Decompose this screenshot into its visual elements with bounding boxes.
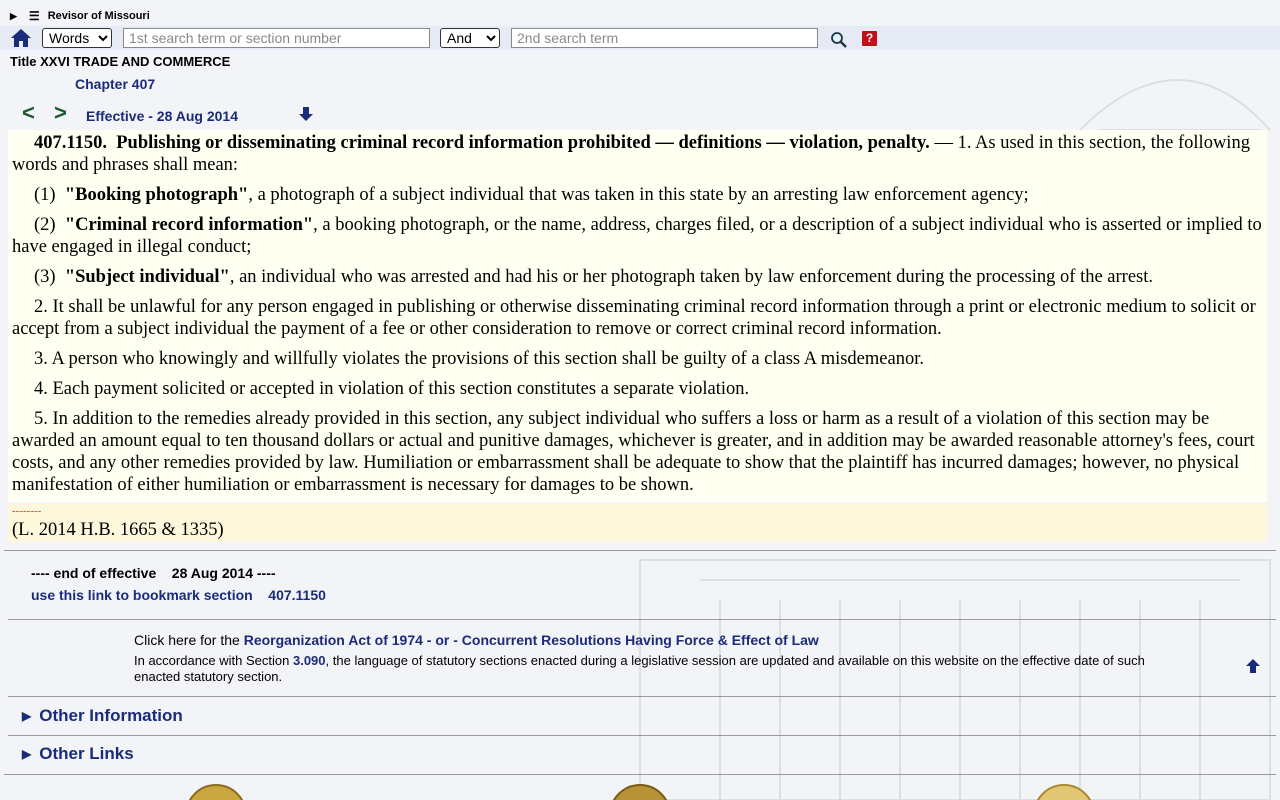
triangle-right-icon: ▶ [22,709,32,723]
section-intro: — 1. As used in this section, the following words and phrases shall mean: [12,133,1250,175]
divider [8,735,1276,736]
previous-section-button[interactable]: < [22,100,35,125]
effective-date: Effective - 28 Aug 2014 [86,108,238,124]
statute-paragraph: 3. A person who knowingly and willfully violates the provisions of this section shall be guilty of a class A misdemeanor. [34,349,924,369]
section-heading: Publishing or disseminating criminal record information prohibited — definitions — violation, penalty. [116,133,930,153]
history-divider: -------- [12,505,42,517]
reorganization-notice: Click here for the Reorganization Act of 1974 - or - Concurrent Resolutions Having Force & Effect of Law [134,632,819,648]
section-number: 407.1150. [34,133,107,153]
title-breadcrumb: Title XXVI TRADE AND COMMERCE [10,54,231,69]
definition-paragraph: (3) "Subject individual", an individual who was arrested and had his or her photograph taken by law enforcement during the processing of the arrest. [34,267,1154,287]
second-search-term-input[interactable] [511,28,818,48]
seal-right-icon [1034,785,1094,800]
divider [4,550,1276,551]
statute-paragraph: 4. Each payment solicited or accepted in violation of this section constitutes a separate violation. [34,379,750,399]
history-box [8,504,1267,542]
definition-paragraph: (1) "Booking photograph", a photograph of a subject individual that was taken in this state by an arresting law enforcement agency; [34,185,1029,205]
triangle-right-icon: ▶ [22,747,32,761]
site-title: Revisor of Missouri [47,10,150,22]
definition-paragraph: (2) "Criminal record information", a booking photograph, or the name, address, charges filed, or a description of a subject individual who is asserted or implied to have engaged in illegal conduct; [12,215,1262,257]
statute-paragraph: 2. It shall be unlawful for any person engaged in publishing or otherwise disseminating criminal record information through a print or electronic medium to solicit or accept from a subject individual the payment of a fee or other consideration to remove or correct criminal record information. [12,297,1256,339]
seal-center-icon [610,785,670,800]
search-bar [0,26,1280,50]
help-icon[interactable]: ? [862,31,877,46]
section-navigation [20,100,320,128]
reorganization-act-link[interactable]: Reorganization Act of 1974 - or - Concurrent Resolutions Having Force & Effect of Law [243,632,819,648]
hamburger-menu-icon[interactable]: ☰ [28,9,40,23]
other-links-toggle[interactable]: ▶ Other Links [22,744,134,763]
accordance-notice: In accordance with Section 3.090, the language of statutory sections enacted during a legislative session are updated and available on this website on the effective date of such enacted statutory section. [134,653,1145,684]
search-operator-select[interactable] [440,28,500,48]
legislative-history: (L. 2014 H.B. 1665 & 1335) [12,520,224,540]
arrow-down-icon[interactable] [298,106,314,122]
first-search-term-input[interactable] [123,28,430,48]
search-mode-select[interactable] [42,28,112,48]
search-icon[interactable] [830,31,848,49]
divider [8,619,1276,620]
divider [4,774,1276,775]
end-of-effective: ---- end of effective 28 Aug 2014 ---- [31,565,276,581]
section-heading-paragraph [8,132,1267,176]
seal-left-icon [186,785,246,800]
home-icon[interactable] [10,28,32,48]
other-information-toggle[interactable]: ▶ Other Information [22,706,183,725]
next-section-button[interactable]: > [54,100,67,125]
section-3090-link[interactable]: 3.090 [292,653,326,668]
arrow-up-icon[interactable] [1245,658,1261,674]
triangle-right-icon[interactable]: ▶ [10,10,17,21]
statute-text [8,130,1267,502]
chapter-link[interactable]: Chapter 407 [75,76,156,92]
site-header [10,8,150,24]
bookmark-link[interactable]: use this link to bookmark section 407.1150 [31,587,326,603]
statute-paragraph: 5. In addition to the remedies already provided in this section, any subject individual who suffers a loss or harm as a result of a violation of this section may be awarded an amount equal to ten thousand dollars or actual and punitive damages, whichever is greater, and in addition may be awarded reasonable attorney's fees, court costs, and any other remedies provided by law. Humiliation or embarrassment shall be adequate to show that the plaintiff has incurred damages; however, no physical manifestation of either humiliation or embarrassment is necessary for damages to be shown. [12,409,1255,495]
divider [8,696,1276,697]
